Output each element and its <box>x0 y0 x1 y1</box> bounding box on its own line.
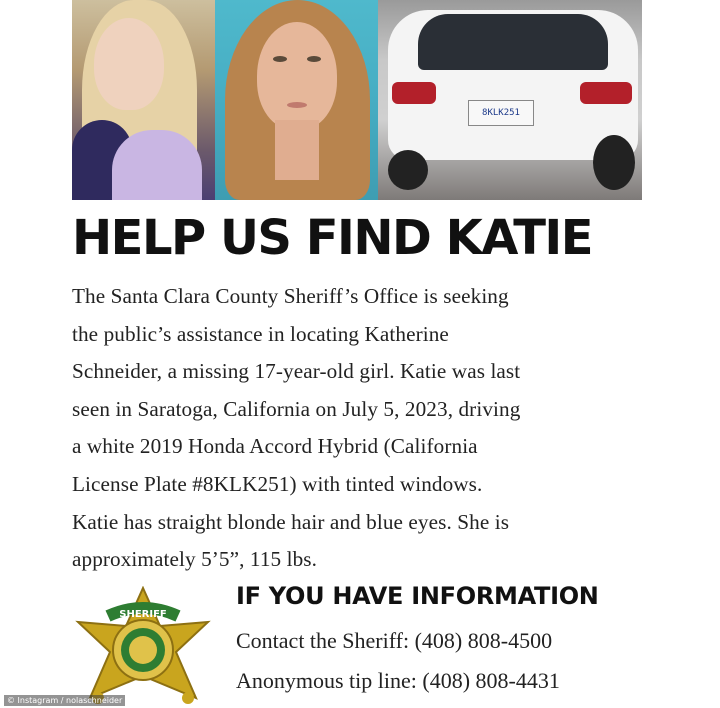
description <box>72 278 652 579</box>
description-line: approximately 5’5”, 115 lbs. <box>72 547 318 572</box>
headline: HELP US FIND KATIE <box>72 210 593 266</box>
license-plate <box>468 100 534 126</box>
contact-sheriff-line: Contact the Sheriff: (408) 808-4500 <box>236 628 553 653</box>
photo-white-car <box>378 0 642 200</box>
photo-katie-id <box>215 0 378 200</box>
description-line: The Santa Clara County Sheriff’s Office is seeking <box>72 284 509 308</box>
description-line: Schneider, a missing 17-year-old girl. Katie was last <box>72 359 521 384</box>
info-heading: IF YOU HAVE INFORMATION <box>236 582 599 610</box>
tip-line: Anonymous tip line: (408) 808-4431 <box>236 668 560 693</box>
photo-credit: © Instagram / nolaschneider <box>4 695 125 706</box>
badge-text: SHERIFF <box>119 609 167 620</box>
photo-strip <box>72 0 642 200</box>
license-plate-text: 8KLK251 <box>482 108 520 118</box>
description-line: the public’s assistance in locating Katherine <box>72 321 449 346</box>
sheriff-badge-icon <box>68 586 218 708</box>
description-line: a white 2019 Honda Accord Hybrid (California <box>72 434 478 459</box>
photo-katie-selfie <box>72 0 215 200</box>
description-line: License Plate #8KLK251) with tinted windows. <box>72 471 483 496</box>
description-line: seen in Saratoga, California on July 5, 2023, driving <box>72 396 521 421</box>
description-line: Katie has straight blonde hair and blue eyes. She is <box>72 509 510 534</box>
